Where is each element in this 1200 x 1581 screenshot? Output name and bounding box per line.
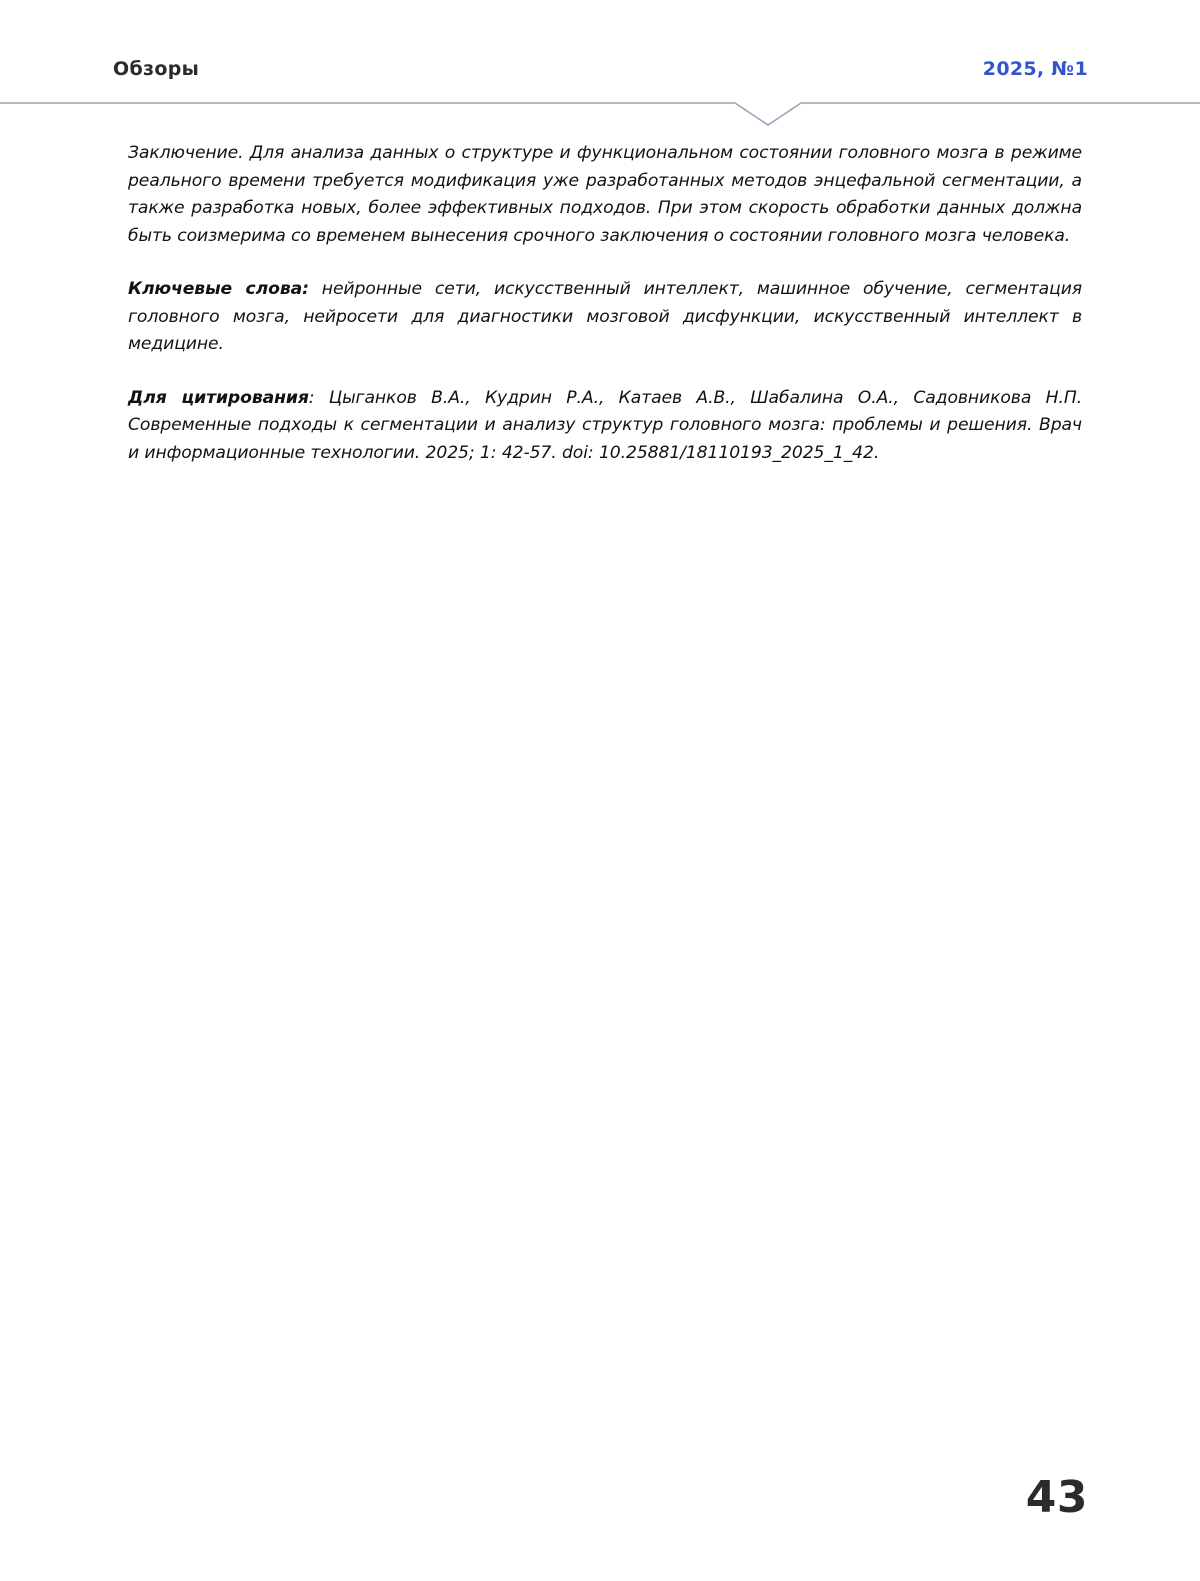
keywords-label: Ключевые слова:	[128, 279, 309, 299]
conclusion-text: Для анализа данных о структуре и функциональном состоянии головного мозга в режиме реального времени требуется модификация уже разработанных методов энцефальной сегментации, а также разработка новых, более эффективных подходов. При этом скорость обработки данных должна быть соизмерима со временем вынесения срочного заключения о состоянии головного мозга человека.	[128, 143, 1082, 246]
conclusion-label: Заключение.	[128, 143, 244, 163]
header-issue-label: 2025, №1	[982, 58, 1088, 80]
keywords-text: нейронные сети, искусственный интеллект, машинное обучение, сегментация головного мозга, нейросети для диагностики мозговой дисфункции, искусственный интеллект в медицине.	[128, 279, 1083, 354]
citation-label: Для цитирования	[128, 387, 309, 408]
citation-text: : Цыганков В.А., Кудрин Р.А., Катаев А.В., Шабалина О.А., Садовникова Н.П. Современные подходы к сегментации и анализу структур головного мозга: проблемы и решения. Врач и информационные технологии. 2025; 1: 42-57. doi: 10.25881/18110193_2025_1_42.	[128, 387, 1083, 463]
conclusion-paragraph	[128, 140, 1082, 250]
header-section-label: Обзоры	[113, 58, 200, 80]
keywords-paragraph	[128, 276, 1082, 359]
abstract-content	[128, 140, 1082, 467]
page-number: 43	[1025, 1472, 1088, 1523]
header-divider-rule	[0, 101, 1200, 127]
citation-paragraph	[128, 385, 1082, 468]
running-header	[0, 58, 1200, 98]
